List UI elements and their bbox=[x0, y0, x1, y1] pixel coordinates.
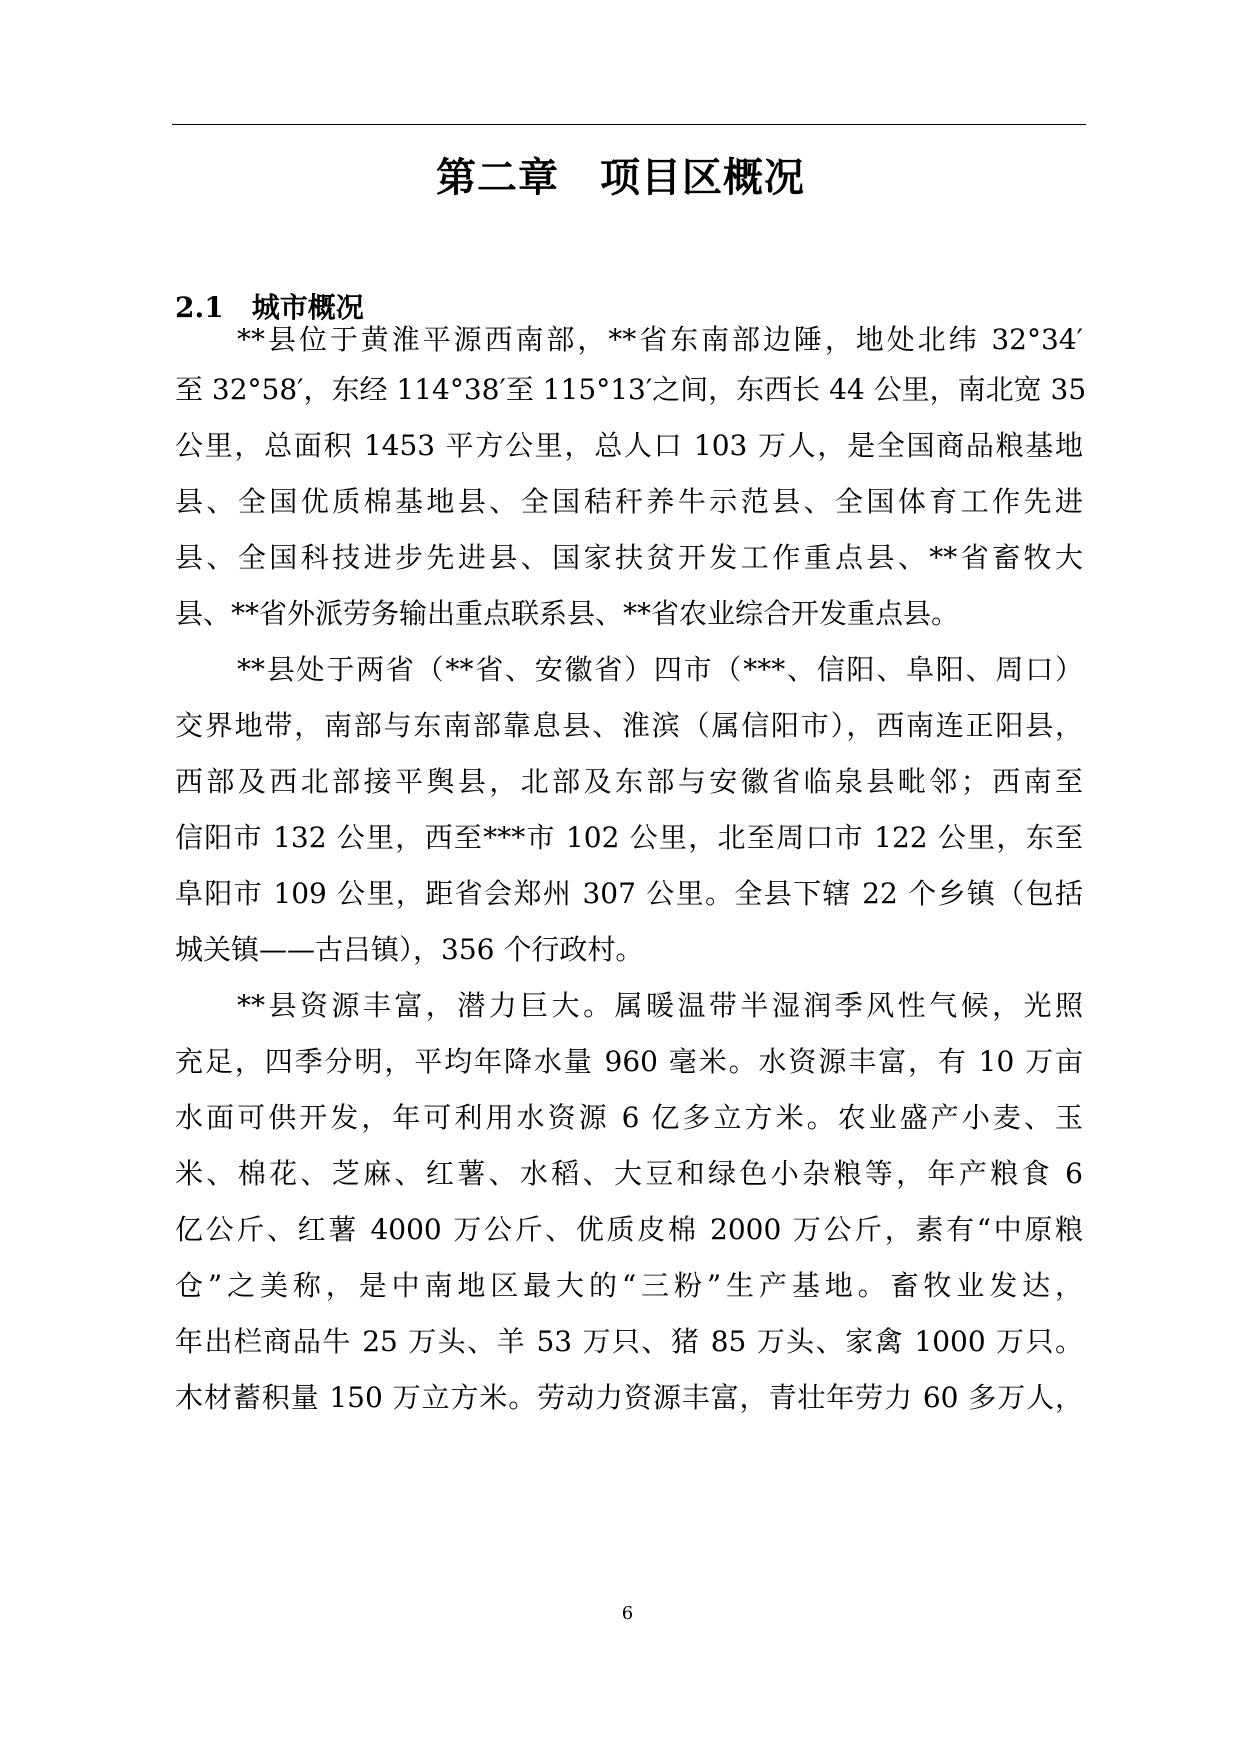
chapter-title: 第二章 项目区概况 bbox=[436, 154, 805, 201]
paragraph-1-line: 县、全国优质棉基地县、全国秸秆养牛示范县、全国体育工作先进 bbox=[175, 485, 1083, 518]
paragraph-2-line: 信阳市 132 公里，西至***市 102 公里，北至周口市 122 公里，东至 bbox=[175, 821, 1083, 854]
paragraph-2-line: 城关镇——古吕镇），356 个行政村。 bbox=[175, 933, 644, 966]
paragraph-1-line: 公里，总面积 1453 平方公里，总人口 103 万人，是全国商品粮基地 bbox=[175, 429, 1083, 462]
paragraph-3-line: 水面可供开发，年可利用水资源 6 亿多立方米。农业盛产小麦、玉 bbox=[175, 1101, 1083, 1134]
paragraph-1-line: 至 32°58′，东经 114°38′至 115°13′之间，东西长 44 公里，南北宽 35 bbox=[175, 373, 1087, 406]
section-heading: 2.1 城市概况 bbox=[175, 291, 364, 324]
paragraph-2-line: 西部及西北部接平舆县，北部及东部与安徽省临泉县毗邻；西南至 bbox=[175, 765, 1083, 798]
paragraph-3-line: 年出栏商品牛 25 万头、羊 53 万只、猪 85 万头、家禽 1000 万只。 bbox=[175, 1325, 1083, 1358]
paragraph-3-line: 米、棉花、芝麻、红薯、水稻、大豆和绿色小杂粮等，年产粮食 6 bbox=[175, 1157, 1083, 1190]
paragraph-3-line: 仓”之美称，是中南地区最大的“三粉”生产基地。畜牧业发达， bbox=[175, 1269, 1083, 1302]
page-number: 6 bbox=[621, 1603, 634, 1624]
paragraph-2-line: **县处于两省（**省、安徽省）四市（***、信阳、阜阳、周口） bbox=[237, 653, 1083, 686]
paragraph-3-line: **县资源丰富，潜力巨大。属暖温带半湿润季风性气候，光照 bbox=[237, 989, 1083, 1022]
paragraph-2-line: 阜阳市 109 公里，距省会郑州 307 公里。全县下辖 22 个乡镇（包括 bbox=[175, 877, 1083, 910]
paragraph-3-line: 亿公斤、红薯 4000 万公斤、优质皮棉 2000 万公斤，素有“中原粮 bbox=[175, 1213, 1083, 1246]
paragraph-1-line: 县、**省外派劳务输出重点联系县、**省农业综合开发重点县。 bbox=[175, 597, 960, 630]
paragraph-1-line: 县、全国科技进步先进县、国家扶贫开发工作重点县、**省畜牧大 bbox=[175, 541, 1083, 574]
header-rule bbox=[172, 124, 1086, 125]
paragraph-3-line: 木材蓄积量 150 万立方米。劳动力资源丰富，青壮年劳力 60 多万人， bbox=[175, 1381, 1083, 1414]
paragraph-1-line: **县位于黄淮平源西南部，**省东南部边陲，地处北纬 32°34′ bbox=[237, 323, 1083, 356]
paragraph-2-line: 交界地带，南部与东南部靠息县、淮滨（属信阳市），西南连正阳县， bbox=[175, 709, 1083, 742]
paragraph-3-line: 充足，四季分明，平均年降水量 960 毫米。水资源丰富，有 10 万亩 bbox=[175, 1045, 1083, 1078]
